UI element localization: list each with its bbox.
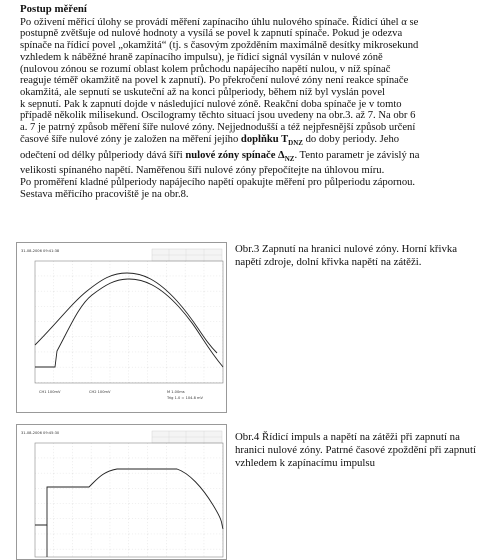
text-line: případě několik milisekund. Oscilogramy těchto situací jsou uvedeny na obr.3. až 7. Na obr 6 [20,110,416,122]
text-fragment: do doby periody. Jeho [302,133,400,145]
figure-3-caption: Obr.3 Zapnutí na hranici nulové zóny. Horní křivka napětí zdroje, dolní křivka napětí na zátěži. [235,243,458,268]
section-heading: Postup měření [20,3,87,15]
text-line: k sepnutí. Pak k zapnutí dojde v následující nulové zóně. Reakční doba spínače je v tomto [20,98,402,110]
text-line [20,134,482,150]
text-line: Po proměření kladné půlperiody napájecího napětí opakujte měření pro půlperiodu zápornou. [20,177,416,189]
text-line: reaguje téměř okamžitě na povel k zapnutí). Po překročení nulové zóny není reakce spínače [20,75,409,87]
text-line: spínače na řídicí povel „okamžitá“ (tj. s časovým zpožděním maximálně desítky mikrosekund [20,40,419,52]
scope-trace-3 [17,243,226,412]
text-line: Sestava měřicího pracoviště je na obr.8. [20,188,189,200]
text-line: postupně zvětšuje od nulové hodnoty a vysílá se povel k zapnutí spínače. Pokud je odezva [20,28,403,40]
scope-ch2-label: CH2 100mV [89,390,111,394]
figure-4-caption: Obr.4 Řídicí impuls a napětí na zátěži při zapnutí na hranici nulové zóny. Patrné časové zpoždění při zapnutí vzhledem k zapínacímu impulsu [235,431,476,469]
scope-timestamp: 31-08-2006 09:41:38 [21,249,60,253]
scope-timestamp: 31-08-2006 09:45:30 [21,431,60,435]
scope-trig-label: Trig 1.0 = 104.8 mV [167,396,203,400]
scope-grid [35,443,223,557]
text-line [20,150,482,166]
scope-measurement-table [152,431,222,443]
scope-ch1-label: CH1 100mV [39,390,61,394]
scope-time-label: M 1.00ms [167,390,185,394]
text-fragment: . Tento parametr je závislý na [294,149,420,161]
text-line: vzhledem k náběžné hraně zapínacího impulsu), je řídicí signál vysílán v nulové zóně [20,51,383,63]
text-line: okamžitá, ale sepnutí se uskuteční až na konci půlperiody, během níž byl vyslán povel [20,86,385,98]
oscilloscope-figure-4 [16,424,227,560]
scope-measurement-table [152,249,222,261]
text-line: Po oživení měřicí úlohy se provádí měření zapínacího úhlu nulového spínače. Řídicí úhel α se [20,16,419,28]
dnz-term: nulové zóny spínače $\Delta_{NZ}$ [185,149,295,163]
text-line: (nulovou zónou se rozumí oblast kolem průchodu napájecího napětí nulou, v níž spínač [20,63,391,75]
text-line: velikosti spínaného napětí. Naměřenou šíři nulové zóny přepočítejte na úhlovou míru. [20,165,385,177]
text-line: a. 7 je patrný způsob měření šíře nulové zóny. Nejjednodušší a též nejpřesnější způsob určení [20,122,416,134]
scope-trace-4 [17,425,226,559]
text-fragment: odečtení od délky půlperiody dává šíři [20,149,186,161]
oscilloscope-figure-3 [16,242,227,413]
tdnz-term: doplňku $T_{DNZ}$ [240,133,303,147]
text-fragment: časové šíře nulové zóny je založen na měření jejího [20,133,239,145]
procedure-paragraph [20,17,482,201]
procedure-section [20,4,482,200]
